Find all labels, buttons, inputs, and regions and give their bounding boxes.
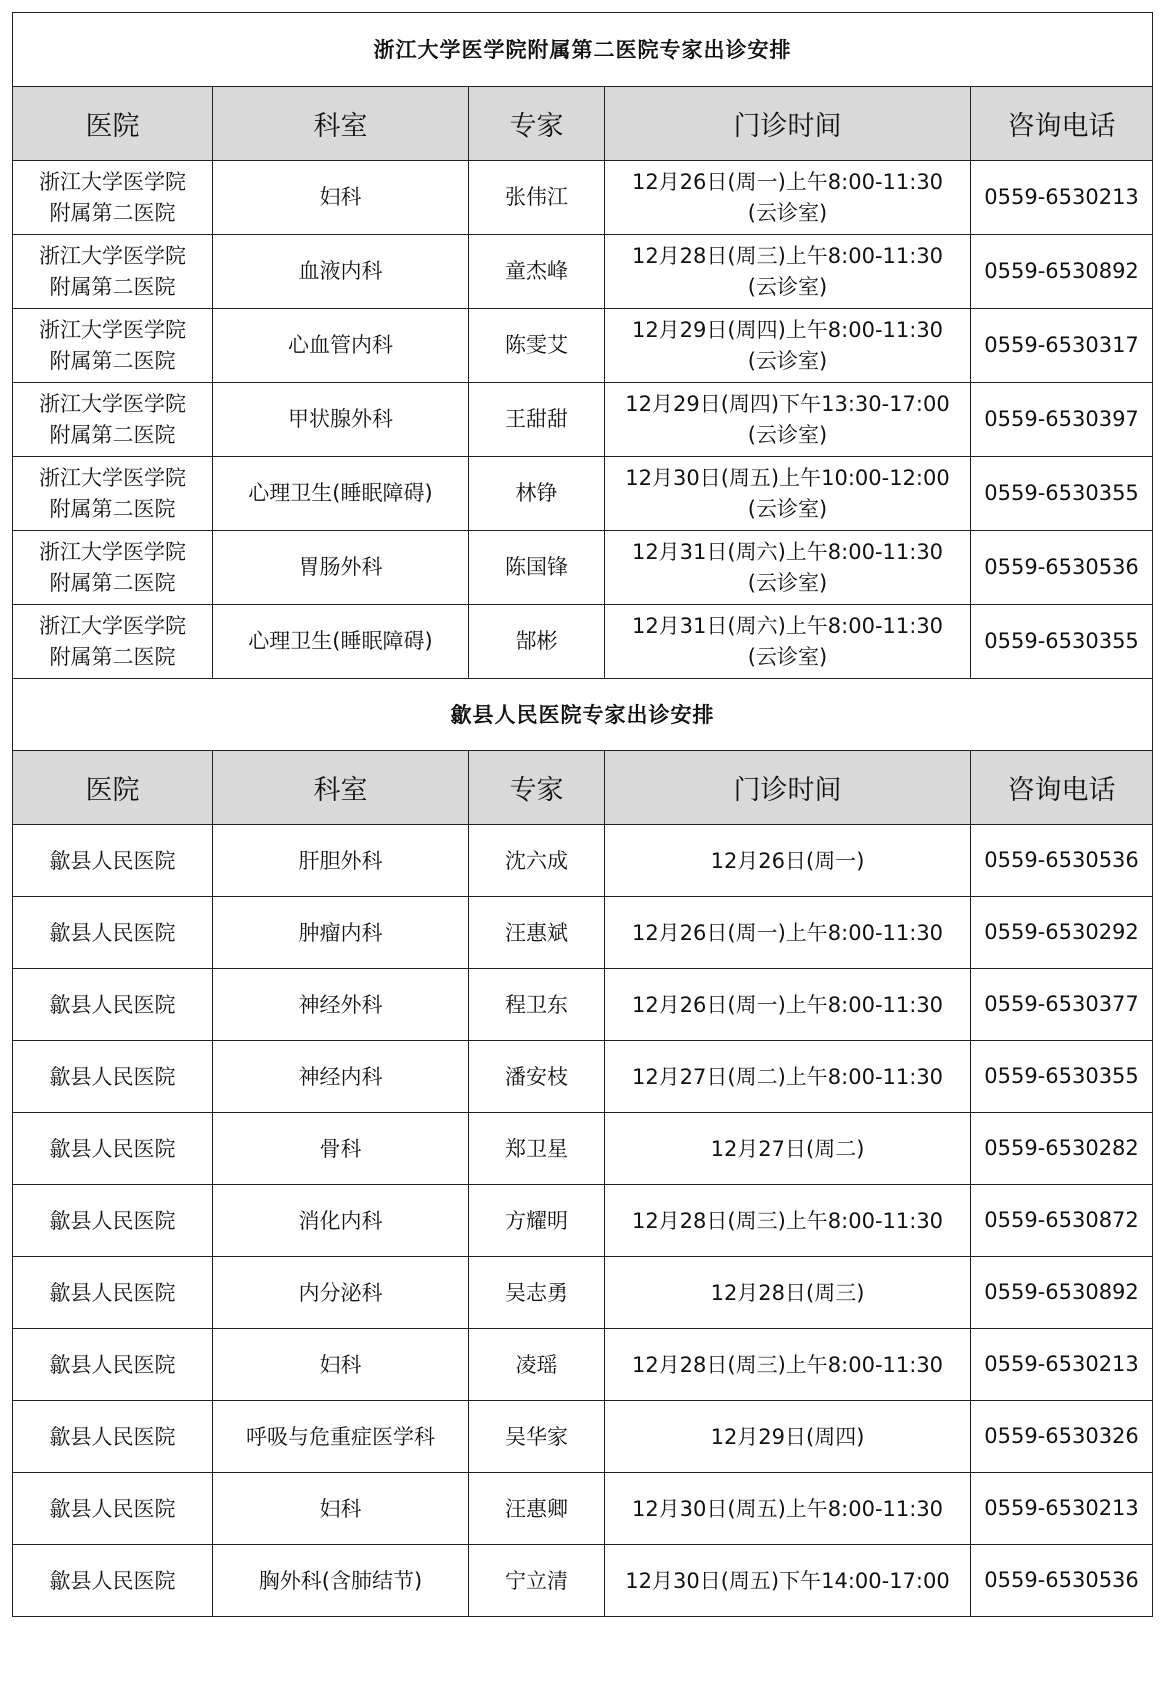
header-phone: 咨询电话 [971,87,1153,161]
hospital-cell [13,309,213,383]
clinic-time-cell: 12月26日(周一)上午8:00-11:30 [605,896,971,968]
schedule-sheet [12,12,1152,1617]
hospital-cell-line1: 浙江大学医学院 [39,317,186,342]
expert-cell: 汪惠斌 [469,896,605,968]
expert-cell: 郑卫星 [469,1112,605,1184]
expert-cell: 郜彬 [469,605,605,679]
header-department: 科室 [213,750,469,824]
expert-cell: 陈雯艾 [469,309,605,383]
phone-cell: 0559-6530292 [971,896,1153,968]
header-phone: 咨询电话 [971,750,1153,824]
table-row [13,235,1153,309]
phone-cell: 0559-6530355 [971,457,1153,531]
department-cell: 妇科 [213,1472,469,1544]
phone-cell: 0559-6530536 [971,1544,1153,1616]
expert-cell: 汪惠卿 [469,1472,605,1544]
table-row [13,896,1153,968]
phone-cell: 0559-6530892 [971,235,1153,309]
hospital-cell-line1: 浙江大学医学院 [39,169,186,194]
clinic-time-cell: 12月28日(周三) [605,1256,971,1328]
department-cell: 甲状腺外科 [213,383,469,457]
expert-cell: 潘安枝 [469,1040,605,1112]
clinic-time-cell-line1: 12月29日(周四)下午13:30-17:00 [625,391,950,416]
table-row [13,1256,1153,1328]
clinic-time-cell-line2: (云诊室) [747,644,828,669]
department-cell: 骨科 [213,1112,469,1184]
clinic-time-cell [605,457,971,531]
clinic-time-cell [605,235,971,309]
hospital-cell: 歙县人民医院 [13,1040,213,1112]
hospital-cell-line2: 附属第二医院 [49,348,176,373]
department-cell: 肿瘤内科 [213,896,469,968]
table-row [13,1328,1153,1400]
table-row [13,161,1153,235]
department-cell: 妇科 [213,1328,469,1400]
clinic-time-cell-line2: (云诊室) [747,570,828,595]
clinic-time-cell-line1: 12月26日(周一)上午8:00-11:30 [631,169,944,194]
clinic-time-cell [605,161,971,235]
clinic-time-cell-line2: (云诊室) [747,422,828,447]
header-hospital: 医院 [13,87,213,161]
department-cell: 呼吸与危重症医学科 [213,1400,469,1472]
department-cell: 心理卫生(睡眠障碍) [213,605,469,679]
phone-cell: 0559-6530326 [971,1400,1153,1472]
section-title: 歙县人民医院专家出诊安排 [13,678,1153,750]
phone-cell: 0559-6530282 [971,1112,1153,1184]
header-clinic-time: 门诊时间 [605,750,971,824]
expert-cell: 宁立清 [469,1544,605,1616]
header-expert: 专家 [469,750,605,824]
table-row [13,1112,1153,1184]
hospital-cell [13,161,213,235]
phone-cell: 0559-6530872 [971,1184,1153,1256]
hospital-cell-line2: 附属第二医院 [49,496,176,521]
hospital-cell-line1: 浙江大学医学院 [39,539,186,564]
expert-cell: 林铮 [469,457,605,531]
clinic-time-cell [605,383,971,457]
hospital-cell: 歙县人民医院 [13,896,213,968]
department-cell: 内分泌科 [213,1256,469,1328]
hospital-cell [13,457,213,531]
expert-cell: 吴志勇 [469,1256,605,1328]
hospital-cell [13,531,213,605]
expert-cell: 凌瑶 [469,1328,605,1400]
hospital-cell: 歙县人民医院 [13,968,213,1040]
expert-cell: 陈国锋 [469,531,605,605]
hospital-cell: 歙县人民医院 [13,1328,213,1400]
hospital-cell-line1: 浙江大学医学院 [39,391,186,416]
hospital-cell: 歙县人民医院 [13,1256,213,1328]
expert-cell: 吴华家 [469,1400,605,1472]
department-cell: 消化内科 [213,1184,469,1256]
clinic-time-cell-line1: 12月31日(周六)上午8:00-11:30 [631,539,944,564]
clinic-time-cell-line2: (云诊室) [747,274,828,299]
clinic-time-cell-line2: (云诊室) [747,348,828,373]
department-cell: 胃肠外科 [213,531,469,605]
clinic-time-cell-line2: (云诊室) [747,496,828,521]
clinic-time-cell: 12月27日(周二) [605,1112,971,1184]
hospital-cell-line1: 浙江大学医学院 [39,465,186,490]
clinic-time-cell: 12月30日(周五)下午14:00-17:00 [605,1544,971,1616]
clinic-time-cell: 12月29日(周四) [605,1400,971,1472]
clinic-time-cell: 12月27日(周二)上午8:00-11:30 [605,1040,971,1112]
expert-cell: 童杰峰 [469,235,605,309]
department-cell: 胸外科(含肺结节) [213,1544,469,1616]
department-cell: 心理卫生(睡眠障碍) [213,457,469,531]
clinic-time-cell-line1: 12月30日(周五)上午10:00-12:00 [625,465,950,490]
phone-cell: 0559-6530213 [971,1472,1153,1544]
hospital-cell-line2: 附属第二医院 [49,422,176,447]
table-row [13,1184,1153,1256]
hospital-cell-line1: 浙江大学医学院 [39,243,186,268]
hospital-cell [13,235,213,309]
phone-cell: 0559-6530536 [971,531,1153,605]
department-cell: 血液内科 [213,235,469,309]
clinic-time-cell: 12月28日(周三)上午8:00-11:30 [605,1184,971,1256]
clinic-time-cell: 12月26日(周一)上午8:00-11:30 [605,968,971,1040]
clinic-time-cell-line1: 12月28日(周三)上午8:00-11:30 [631,243,944,268]
expert-cell: 王甜甜 [469,383,605,457]
table-row [13,1040,1153,1112]
phone-cell: 0559-6530377 [971,968,1153,1040]
clinic-time-cell: 12月28日(周三)上午8:00-11:30 [605,1328,971,1400]
header-expert: 专家 [469,87,605,161]
clinic-time-cell: 12月30日(周五)上午8:00-11:30 [605,1472,971,1544]
phone-cell: 0559-6530213 [971,161,1153,235]
hospital-cell: 歙县人民医院 [13,1400,213,1472]
table-row [13,383,1153,457]
header-row [13,750,1153,824]
hospital-cell: 歙县人民医院 [13,1472,213,1544]
clinic-time-cell-line2: (云诊室) [747,200,828,225]
table-row [13,1400,1153,1472]
table-row [13,531,1153,605]
table-row [13,457,1153,531]
hospital-cell: 歙县人民医院 [13,1544,213,1616]
expert-cell: 沈六成 [469,824,605,896]
department-cell: 妇科 [213,161,469,235]
expert-cell: 张伟江 [469,161,605,235]
table-row [13,1472,1153,1544]
hospital-cell: 歙县人民医院 [13,1112,213,1184]
department-cell: 神经外科 [213,968,469,1040]
clinic-time-cell-line1: 12月29日(周四)上午8:00-11:30 [631,317,944,342]
header-hospital: 医院 [13,750,213,824]
phone-cell: 0559-6530892 [971,1256,1153,1328]
table-row [13,824,1153,896]
clinic-time-cell: 12月26日(周一) [605,824,971,896]
table-row [13,1544,1153,1616]
expert-cell: 程卫东 [469,968,605,1040]
clinic-time-cell [605,605,971,679]
department-cell: 肝胆外科 [213,824,469,896]
expert-cell: 方耀明 [469,1184,605,1256]
hospital-cell-line2: 附属第二医院 [49,570,176,595]
phone-cell: 0559-6530397 [971,383,1153,457]
hospital-cell [13,605,213,679]
header-department: 科室 [213,87,469,161]
header-row [13,87,1153,161]
phone-cell: 0559-6530355 [971,1040,1153,1112]
hospital-cell [13,383,213,457]
section-title: 浙江大学医学院附属第二医院专家出诊安排 [13,13,1153,87]
clinic-time-cell-line1: 12月31日(周六)上午8:00-11:30 [631,613,944,638]
hospital-cell: 歙县人民医院 [13,1184,213,1256]
phone-cell: 0559-6530355 [971,605,1153,679]
hospital-cell-line1: 浙江大学医学院 [39,613,186,638]
table-row [13,968,1153,1040]
phone-cell: 0559-6530213 [971,1328,1153,1400]
clinic-time-cell [605,531,971,605]
header-clinic-time: 门诊时间 [605,87,971,161]
phone-cell: 0559-6530317 [971,309,1153,383]
zju-second-hospital-table [12,12,1153,679]
hospital-cell: 歙县人民医院 [13,824,213,896]
department-cell: 心血管内科 [213,309,469,383]
table-row [13,605,1153,679]
hospital-cell-line2: 附属第二医院 [49,644,176,669]
table-row [13,309,1153,383]
hospital-cell-line2: 附属第二医院 [49,200,176,225]
hospital-cell-line2: 附属第二医院 [49,274,176,299]
clinic-time-cell [605,309,971,383]
phone-cell: 0559-6530536 [971,824,1153,896]
department-cell: 神经内科 [213,1040,469,1112]
shexian-hospital-table [12,678,1153,1617]
